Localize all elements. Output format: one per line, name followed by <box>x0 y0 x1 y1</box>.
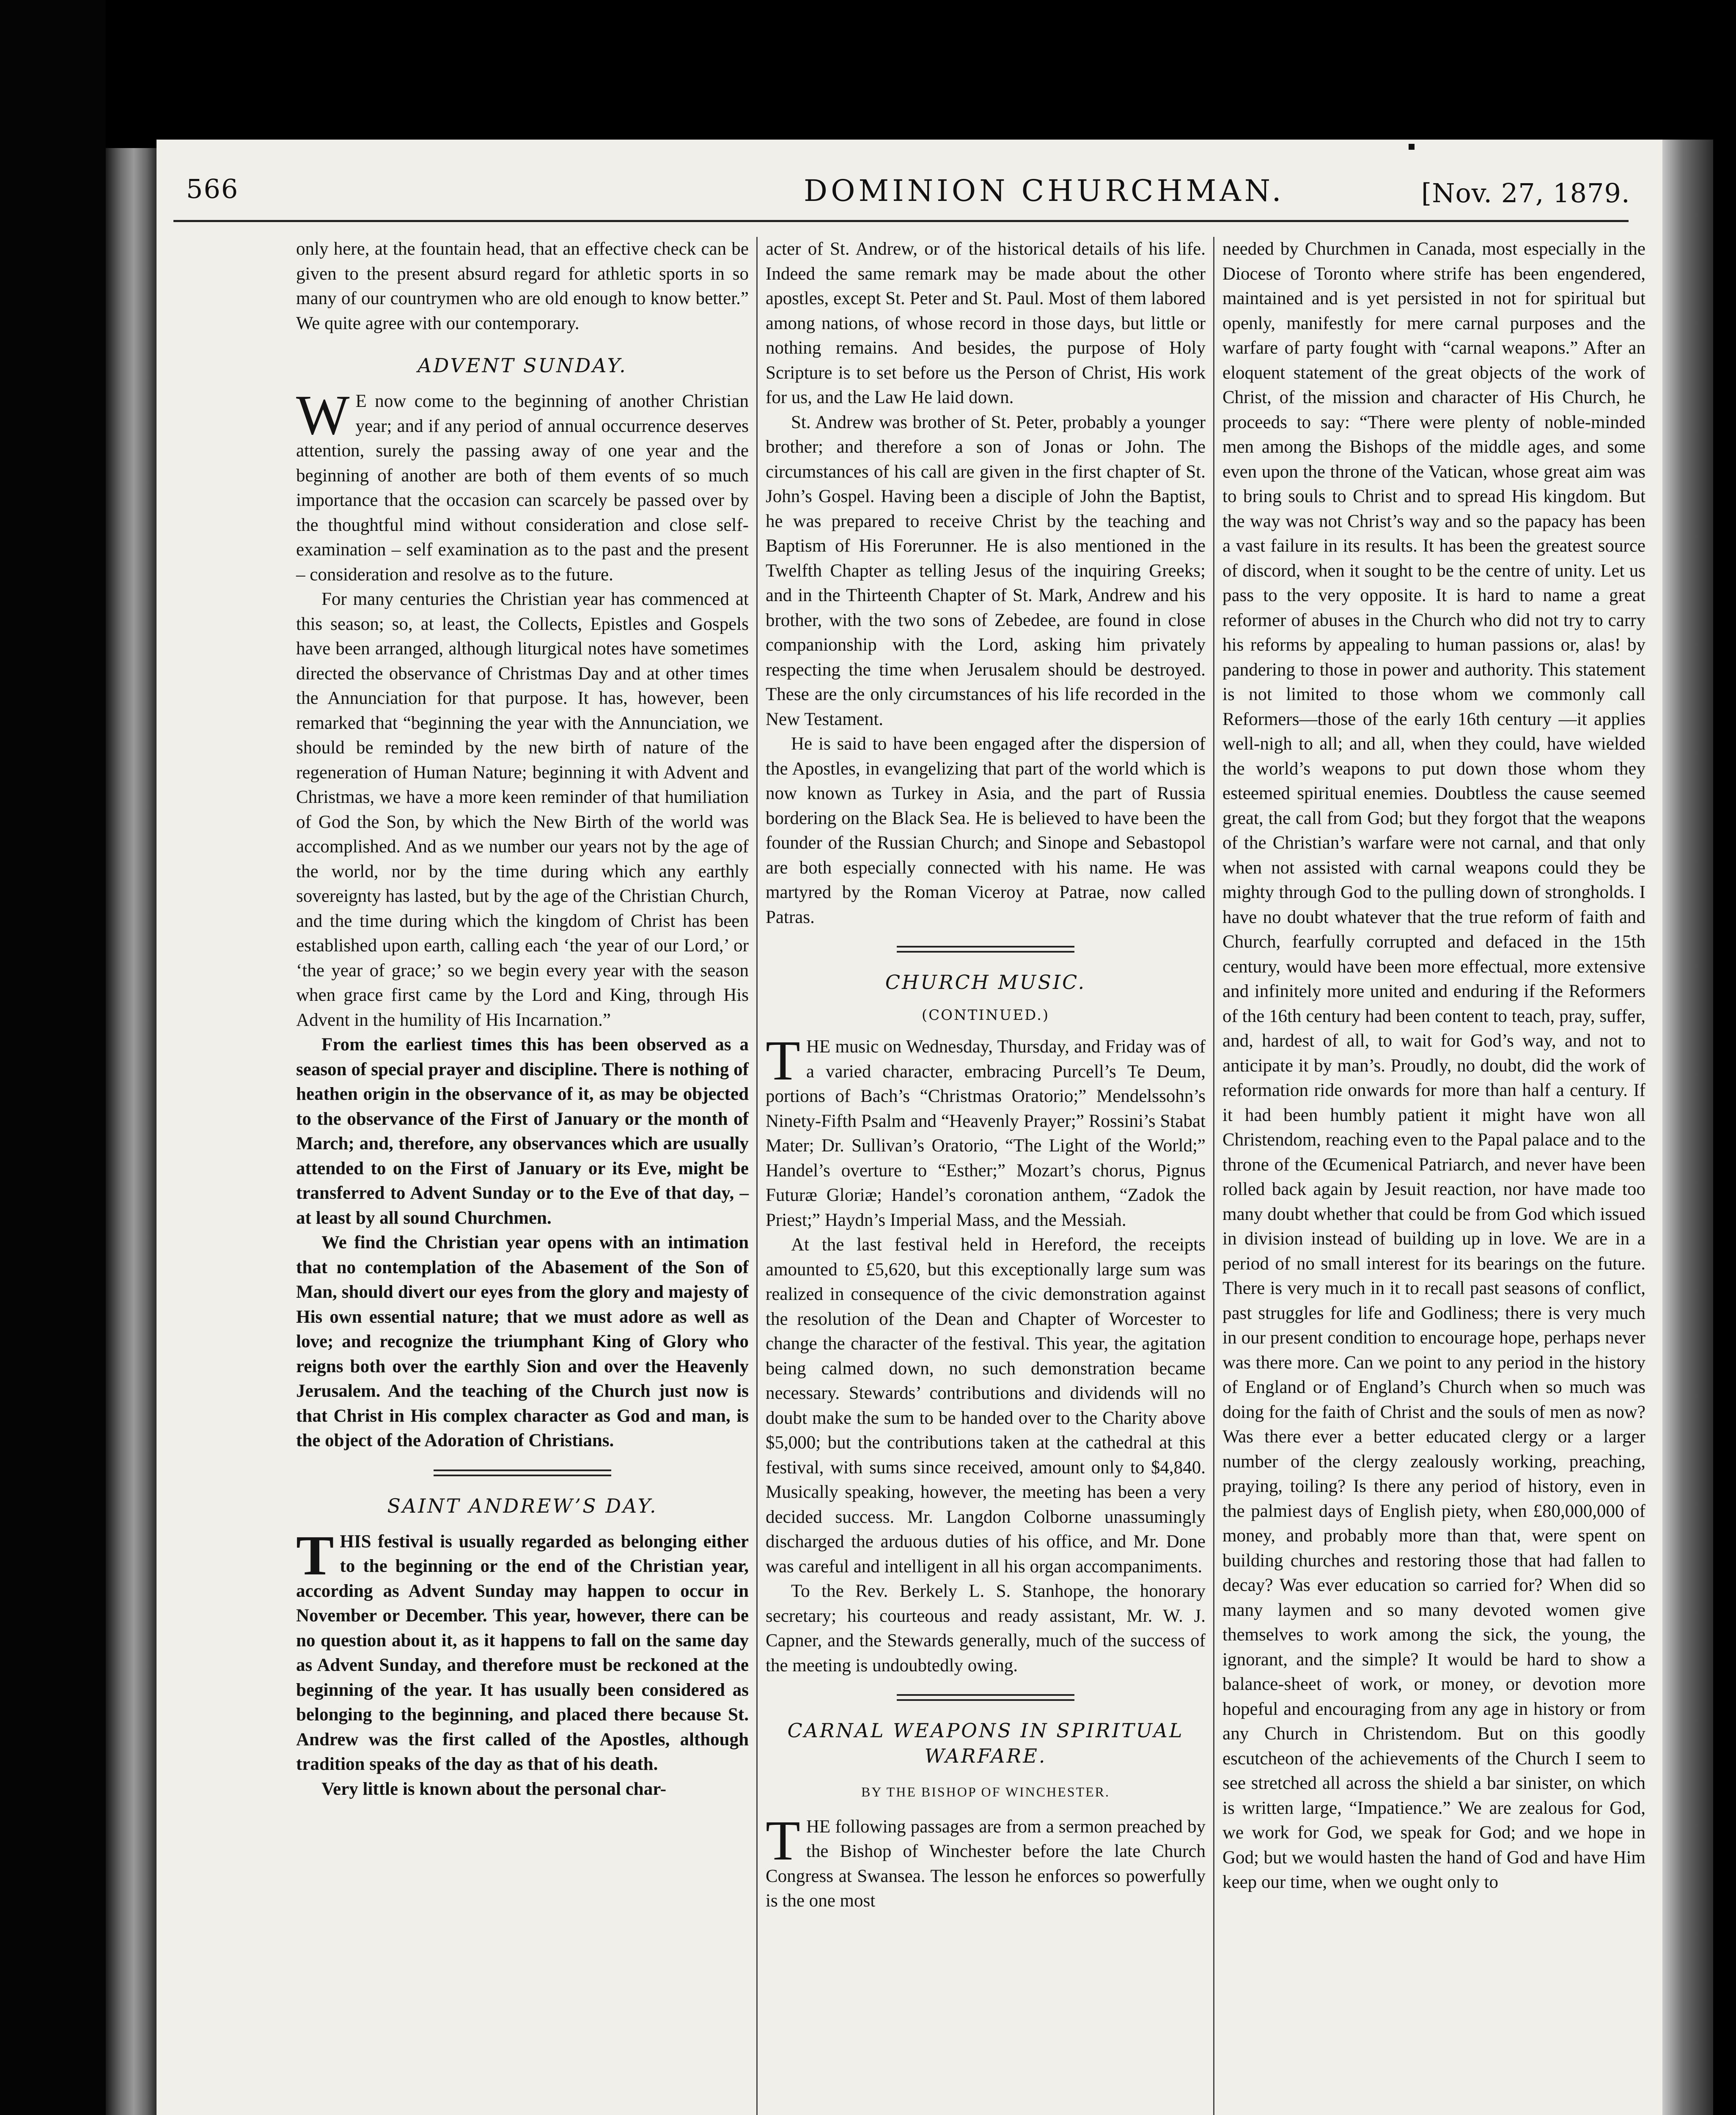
paragraph: THIS festival is usually regarded as belonging either to the beginning or the end of the Christian year, according as Advent Sunday may happen to occur in November or December. This year, however, there can be no question about it, as it happens to fall on the same day as Advent Sunday, and therefore must be reckoned at the beginning of the year. It has usually been considered as belonging to the beginning, and placed there because St. Andrew was the first called of the Apostles, although tradition speaks of the day as that of his death. <box>296 1524 749 1774</box>
paragraph: only here, at the fountain head, that an effective check can be given to the present absurd regard for athletic sports in so many of our countrymen who are old enough to know better.” We quite agree with our contemporary. <box>296 239 749 333</box>
paragraph: THE following passages are from a sermon preached by the Bishop of Winchester before the late Church Congress at Swansea. The lesson he enforces so powerfully is the one most <box>766 1809 1206 1911</box>
paragraph: At the last festival held in Hereford, the receipts amounted to £5,620, but this exceptionally large sum was realized in consequence of the civic demonstration against the resolution of the Dean and Chapter of Worcester to change the character of the festival. This year, the agitation being calmed down, no such demonstration became necessary. Stewards’ contributions and dividends will no doubt make the sum to be handed over to the Charity above $5,000; but the contributions taken at the cathedral at this festival, with sums since received, amount only to $4,840. Musically speaking, however, the meeting has been a very decided success. Mr. Langdon Colborne unassumingly discharged the arduous duties of his office, and Mr. Done was careful and intelligent in all his organ accompaniments. <box>766 1235 1206 1577</box>
drop-cap: T <box>766 1029 800 1092</box>
article-title-saint-andrews-day: SAINT ANDREW’S DAY. <box>387 1494 658 1517</box>
paragraph: THE music on Wednesday, Thursday, and Friday was of a varied character, embracing Purcell’s Te Deum, portions of Bach’s “Christmas Oratorio;” Mendelssohn’s Ninety-Fifth Psalm and “Heavenly Prayer;” Rossini’s Stabat Mater; Dr. Sullivan’s Oratorio, “The Light of the World;” Handel’s overture to “Esther;” Mozart’s chorus, Pignus Futuræ Gloriæ; Handel’s coronation anthem, “Zadok the Priest;” Haydn’s Imperial Mass, and the Messiah. <box>766 1029 1206 1230</box>
drop-cap: W <box>296 384 350 446</box>
section-divider <box>434 1470 611 1476</box>
paragraph: needed by Churchmen in Canada, most especially in the Diocese of Toronto where strife has been engendered, maintained and is yet persisted in not for spiritual but openly, manifestly for mere carnal purposes and the warfare of party fought with “carnal weapons.” After an eloquent statement of the great objects of the work of Christ, of the mission and character of His Church, he proceeds to say: “There were plenty of noble-minded men among the Bishops of the middle ages, and some even upon the throne of the Vatican, whose great aim was to bring souls to Christ and to spread His kingdom. But the way was not Christ’s way and so the papacy has been a vast failure in its results. It has been the greatest source of discord, when it sought to be the centre of unity. Let us pass to the very opposite. It is hard to name a great reformer of abuses in the Church who did not try to carry his reforms by appealing to human passions or, alas! by pandering to those in power and authority. This statement is not limited to those whom we commonly call Reformers—those of the early 16th century —it applies well-nigh to all; and all, when they could, have wielded the world’s weapons to put down those whom they esteemed spiritual enemies. Doubtless the cause seemed great, the call from God; but they forgot that the weapons of the Christian’s warfare were not carnal, and that only when not assisted with carnal weapons could they be mighty through God to the pulling down of strongholds. I have no doubt whatever that the true reform of faith and Church, fearfully corrupted and defaced in the 15th century, would have been more effectual, more extensive and infinitely more united and enduring if the Reformers of the 16th century had been content to teach, pray, suffer, and, hardest of all, to wait for God’s way, and not to anticipate it by man’s. Proudly, no doubt, did the work of reformation ride onwards for more than half a century. If it had been humbly patient it might have won all Christendom, reaching even to the Papal palace and to the throne of the Œcumenical Patriarch, and never have been rolled back again by Jesuit reaction, nor have made too many doubt whether that could be from God which issued in division instead of building up in love. We are in a period of no small interest for its bearings on the future. There is very much in it to recall past seasons of conflict, past struggles for life and Godliness; there is very much in our present condition to encourage hope, perhaps never was there more. Can we point to any period in the history of England or of England’s Church when so much was doing for the faith of Christ and the souls of men as now? Was there ever a better educated clergy or a larger number of the clergy zealously working, preaching, praying, toiling? Is there any period of history, even in the palmiest days of English piety, when £80,000,000 of money, and probably more than that, were spent on building churches and restoring those that had fallen to decay? Was ever education so carried for? When did so many laymen and so many devoted women give themselves to work among the sick, the young, the ignorant, and the simple? It would be hard to show a balance-sheet of work, or money, or devotion more hopeful and encouraging from any age in history or from any Church in Christendom. But on this goodly escutcheon of the achievements of the Church I seem to see stretched all across the shield a bar sinister, on which is written large, “Impatience.” We are zealous for God, we work for God, we speak for God; and we hope in God; but we would hasten the hand of God and have Him keep our time, when we ought only to <box>1222 239 1645 1892</box>
issue-date: [Nov. 27, 1879. <box>1421 178 1630 209</box>
paragraph: acter of St. Andrew, or of the historical details of his life. Indeed the same remark may be made about the other apostles, except St. Peter and St. Paul. Most of them labored among nations, of whose record in those days, but little or nothing remains. And besides, the purpose of Holy Scripture is to set before us the Person of Christ, His work for us, and the Law He laid down. <box>766 239 1206 407</box>
page-header <box>169 165 1633 212</box>
section-divider <box>897 946 1074 953</box>
book-spine <box>106 148 157 2115</box>
column-2 <box>766 237 1206 1914</box>
paragraph: From the earliest times this has been observed as a season of special prayer and discipline. There is nothing of heathen origin in the observance of it, as may be objected to the observance of the First of January or the month of March; and, therefore, any observances which are usually attended to on the First of January or its Eve, might be transferred to Advent Sunday or to the Eve of that day, – at least by all sound Churchmen. <box>296 1035 749 1228</box>
scan-border-left <box>0 0 106 2115</box>
column-3 <box>1222 237 1645 1895</box>
article-title-advent-sunday: ADVENT SUNDAY. <box>418 354 627 377</box>
article-subtitle: (CONTINUED.) <box>921 1007 1050 1024</box>
paragraph: St. Andrew was brother of St. Peter, probably a younger brother; and therefore a son of Jonas or John. The circumstances of his call are given in the first chapter of St. John’s Gospel. Having been a disciple of John the Baptist, he was prepared to receive Christ by the teaching and Baptism of His Forerunner. He is also mentioned in the Twelfth Chapter as telling Jesus of the inquiring Greeks; and in the Thirteenth Chapter of St. Mark, Andrew and his brother, with the two sons of Zebedee, are found in close companionship with the Lord, asking him privately respecting the time when Jerusalem should be destroyed. These are the only circumstances of his life recorded in the New Testament. <box>766 412 1206 729</box>
column-1 <box>296 237 749 1802</box>
header-rule <box>173 220 1629 222</box>
masthead-title: DOMINION CHURCHMAN. <box>804 173 1285 208</box>
paragraph: Very little is known about the personal char- <box>321 1779 667 1799</box>
section-divider <box>897 1694 1074 1701</box>
article-title-carnal-weapons: CARNAL WEAPONS IN SPIRITUAL WARFARE. <box>787 1719 1184 1767</box>
scan-speck <box>1409 144 1415 150</box>
column-rule-2 <box>1213 237 1214 2115</box>
drop-cap: T <box>766 1809 800 1872</box>
paragraph: W E now come to the beginning of another Christian year; and if any period of annual occurrence deserves attention, surely the passing away of one year and the beginning of another are both of them events of so much importance that the occasion can scarcely be passed over by the thoughtful mind without consideration and close self-examination – self examination as to the past and the present – consideration and resolve as to the future. <box>296 384 749 585</box>
article-title-church-music: CHURCH MUSIC. <box>885 971 1086 994</box>
paragraph: To the Rev. Berkely L. S. Stanhope, the honorary secretary; his courteous and ready assistant, Mr. W. J. Capner, and the Stewards generally, much of the success of the meeting is undoubtedly owing. <box>766 1581 1206 1676</box>
page-edge-right <box>1662 140 1713 2115</box>
column-rule-1 <box>756 237 758 2115</box>
article-byline: BY THE BISHOP OF WINCHESTER. <box>861 1784 1110 1799</box>
page-number: 566 <box>186 173 239 204</box>
paragraph: For many centuries the Christian year has commenced at this season; so, at least, the Collects, Epistles and Gospels have been arranged, although liturgical notes have sometimes directed the observance of Christmas Day and at other times the Annunciation for that purpose. It has, however, been remarked that “beginning the year with the Annunciation, we should be reminded by the new birth of nature of the regeneration of Human Nature; beginning it with Advent and Christmas, we have a more keen reminder of that humiliation of God the Son, by which the New Birth of the world was accomplished. And as we number our years not by the age of the world, nor by the time during which any earthly sovereignty has lasted, but by the age of the Christian Church, and the time during which the kingdom of Christ has been established upon earth, calling each ‘the year of our Lord,’ or ‘the year of grace;’ so we begin every year with the season when grace first came by the Lord and King, through His Advent in the humility of His Incarnation.” <box>296 589 749 1030</box>
paragraph: We find the Christian year opens with an intimation that no contemplation of the Abasement of the Son of Man, should divert our eyes from the glory and majesty of His own essential nature; that we must adore as well as love; and recognize the triumphant King of Glory who reigns both over the earthly Sion and over the Heavenly Jerusalem. And the teaching of the Church just now is that Christ in His complex character as God and man, is the object of the Adoration of Christians. <box>296 1233 749 1450</box>
paragraph: He is said to have been engaged after the dispersion of the Apostles, in evangelizing that part of the world which is now known as Turkey in Asia, and the part of Russia bordering on the Black Sea. He is believed to have been the founder of the Russian Church; and Sinope and Sebastopol are both especially connected with his name. He was martyred by the Roman Viceroy at Patrae, now called Patras. <box>766 734 1206 927</box>
drop-cap: T <box>296 1524 334 1587</box>
